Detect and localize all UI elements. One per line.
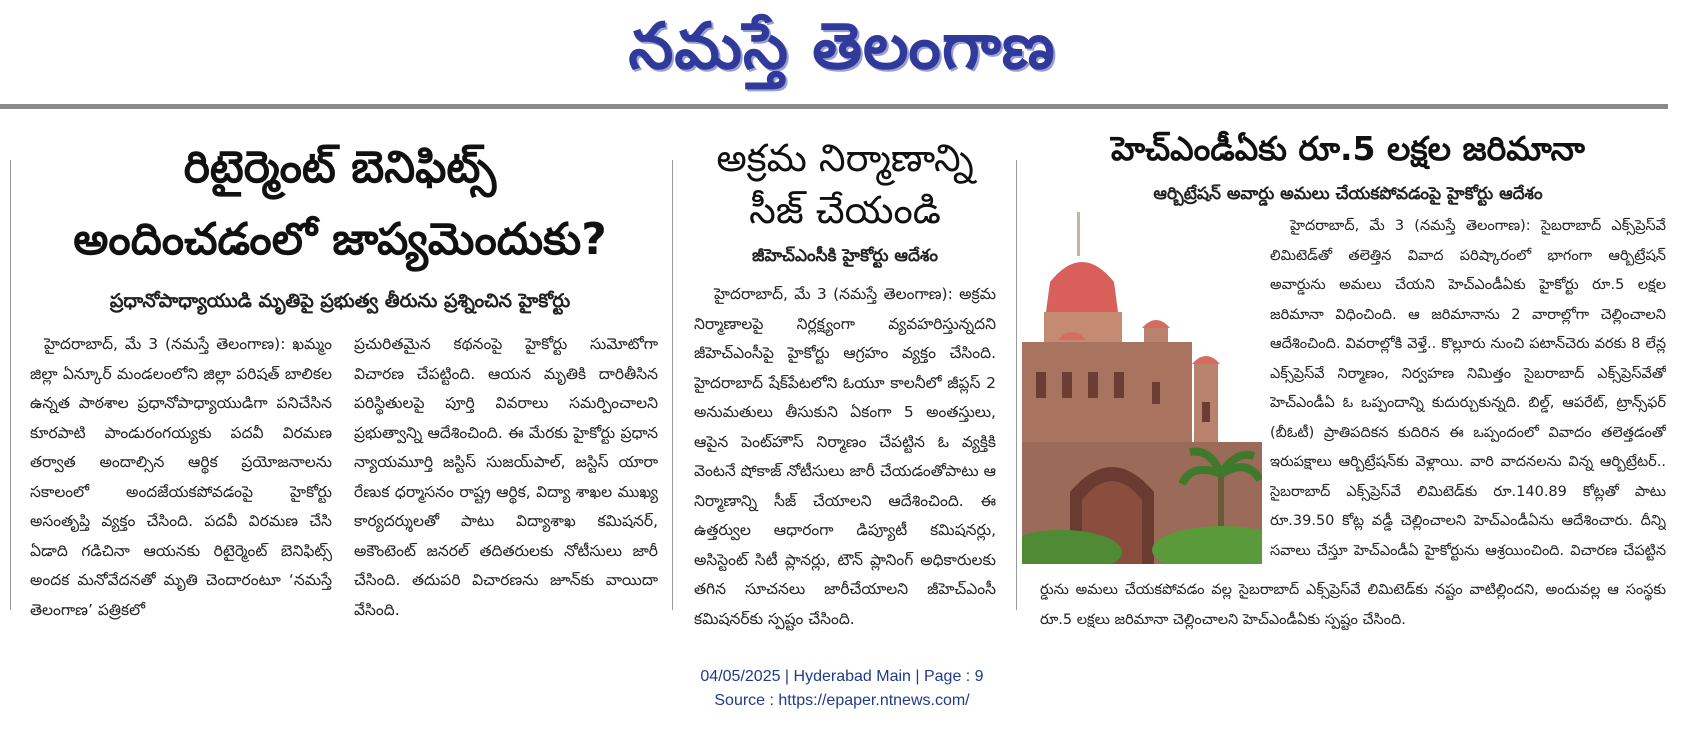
story1-column1: హైదరాబాద్, మే 3 (నమస్తే తెలంగాణ): ఖమ్మం జిల్లా ఏన్కూర్ మండలంలోని జిల్లా పరిషత్ బాలికల ఉన్నత పాఠశాల ప్రధానోపాధ్యాయుడిగా పనిచేసిన కూరపాటి పాండురంగయ్యకు పదవీ విరమణ తర్వాత అందాల్సిన ఆర్థిక ప్రయోజనాలను సకాలంలో అందజేయకపోవడంపై హైకోర్టు అసంతృప్తి వ్యక్తం చేసింది. పదవీ విరమణ చేసి ఏడాది గడిచినా ఆయనకు రిటైర్మెంట్ బెనిఫిట్స్ అందక మనోవేదనతో మృతి చెందారంటూ ‘నమస్తే తెలంగాణ’ పత్రికలో — [30, 335, 332, 619]
page-source-link[interactable]: Source : https://epaper.ntnews.com/ — [714, 692, 970, 709]
story1-headline-line2: అందించడంలో జాప్యమెందుకు? — [73, 214, 607, 265]
story1-headline-line1: రిటైర్మెంట్ బెనిఫిట్స్ — [183, 142, 497, 193]
story3-body-top: హైదరాబాద్, మే 3 (నమస్తే తెలంగాణ): సైబరాబాద్ ఎక్స్‌ప్రెస్‌వే లిమిటెడ్‌తో తలెత్తిన వివాద పరిష్కారంలో భాగంగా ఆర్బిట్రేషన్ అవార్డును అమలు చేయని హెచ్ఎండీఏకు హైకోర్టు రూ.5 లక్షల జరిమానా విధించింది. ఆ జరిమానాను 2 వారాల్లోగా చెల్లించాలని ఆదేశించింది. వివరాల్లోకి వెళ్తే.. కొల్లూరు నుంచి పటాన్‌చెరు వరకు 8 లేన్ల ఎక్స్‌ప్రెస్‌వే నిర్మాణం, నిర్వహణ నిమిత్తం సైబరాబాద్ ఎక్స్‌ప్రెస్‌వేతో హెచ్ఎండీఏ ఓ ఒప్పందాన్ని కుదుర్చుకున్నది. బిల్డ్, ఆపరేట్, ట్రాన్స్‌ఫర్ (బీఓటీ) ప్రాతిపదికన కుదిరిన ఈ ఒప్పందంలో వివాదం తలెత్తడంతో ఇరుపక్షాలు ఆర్బిట్రేషన్‌కు వెళ్లాయి. వారి వాదనలను విన్న ఆర్బిట్రేటర్.. సైబరాబాద్ ఎక్స్‌ప్రెస్‌వే లిమిటెడ్‌కు రూ.140.89 కోట్లతో పాటు రూ.39.50 కోట్ల వడ్డీ చెల్లించాలని హెచ్ఎండీఏను ఆదేశించారు. దీన్ని సవాలు చేస్తూ హెచ్ఎండీఏ హైకోర్టును ఆశ్రయించింది. విచారణ చేపట్టిన — [1270, 218, 1666, 559]
story2-subhead: జీహెచ్ఎంసీకి హైకోర్టు ఆదేశం — [752, 246, 938, 266]
story3-body-bottom: ర్డును అమలు చేయకపోవడం వల్ల సైబరాబాద్ ఎక్స్‌ప్రెస్‌వే లిమిటెడ్‌కు నష్టం వాటిల్లిందని, అందువల్ల ఆ సంస్థకు రూ.5 లక్షలు జరిమానా చెల్లించాలని హెచ్ఎండీఏకు స్పష్టం చేసింది. — [1040, 582, 1666, 628]
story3-headline: హెచ్ఎండీఏకు రూ.5 లక్షల జరిమానా — [1111, 129, 1585, 168]
column-divider — [10, 160, 11, 610]
story2-headline-line2: సీజ్ చేయండి — [749, 188, 941, 232]
high-court-photo — [1022, 212, 1262, 564]
newspaper-logo: నమస్తే తెలంగాణ — [628, 10, 1056, 84]
story1-column2: ప్రచురితమైన కథనంపై హైకోర్టు సుమోటోగా విచారణ చేపట్టింది. ఆయన మృతికి దారితీసిన పరిస్థితులపై పూర్తి వివరాలు సమర్పించాలని ప్రభుత్వాన్ని ఆదేశించింది. ఈ మేరకు హైకోర్టు ప్రధాన న్యాయమూర్తి జస్టిస్ సుజయ్‌పాల్, జస్టిస్ యారా రేణుక ధర్మాసనం రాష్ట్ర ఆర్థిక, విద్యా శాఖల ముఖ్య కార్యదర్శులతో పాటు విద్యాశాఖ కమిషనర్, అకౌంటెంట్ జనరల్ తదితరులకు నోటీసులు జారీ చేసింది. తదుపరి విచారణను జూన్‌కు వాయిదా వేసింది. — [354, 335, 658, 619]
story2-headline-line1: అక్రమ నిర్మాణాన్ని — [716, 136, 974, 180]
story2-body: హైదరాబాద్, మే 3 (నమస్తే తెలంగాణ): అక్రమ నిర్మాణాలపై నిర్లక్ష్యంగా వ్యవహరిస్తున్నదని జీహెచ్ఎంసీపై హైకోర్టు ఆగ్రహం వ్యక్తం చేసింది. హైదరాబాద్ షేక్‌పేటలోని ఓయూ కాలనీలో జీప్లస్ 2 అనుమతులు తీసుకుని ఏకంగా 5 అంతస్తులు, ఆపైన పెంట్‌హౌస్ నిర్మాణం చేపట్టిన ఓ వ్యక్తికి వెంటనే షోకాజ్ నోటీసులు జారీ చేయడంతోపాటు ఆ నిర్మాణాన్ని సీజ్ చేయాలని ఆదేశించింది. ఈ ఉత్తర్వుల ఆధారంగా డిప్యూటీ కమిషనర్లు, అసిస్టెంట్ సిటీ ప్లానర్లు, టౌన్ ప్లానింగ్ అధికారులకు తగిన సూచనలు జారీచేయాలని జీహెచ్ఎంసీ కమిషనర్‌కు స్పష్టం చేసింది. — [694, 285, 996, 628]
story1-subhead: ప్రధానోపాధ్యాయుడి మృతిపై ప్రభుత్వ తీరును ప్రశ్నించిన హైకోర్టు — [109, 290, 571, 312]
column-divider — [1016, 160, 1017, 610]
column-divider — [672, 160, 673, 610]
masthead-divider — [0, 104, 1668, 109]
high-court-building-image — [1022, 212, 1262, 564]
masthead — [0, 0, 1684, 100]
page-dateline: 04/05/2025 | Hyderabad Main | Page : 9 — [700, 668, 984, 685]
story3-subhead: ఆర్బిట్రేషన్ అవార్డు అమలు చేయకపోవడంపై హైకోర్టు ఆదేశం — [1153, 184, 1543, 204]
